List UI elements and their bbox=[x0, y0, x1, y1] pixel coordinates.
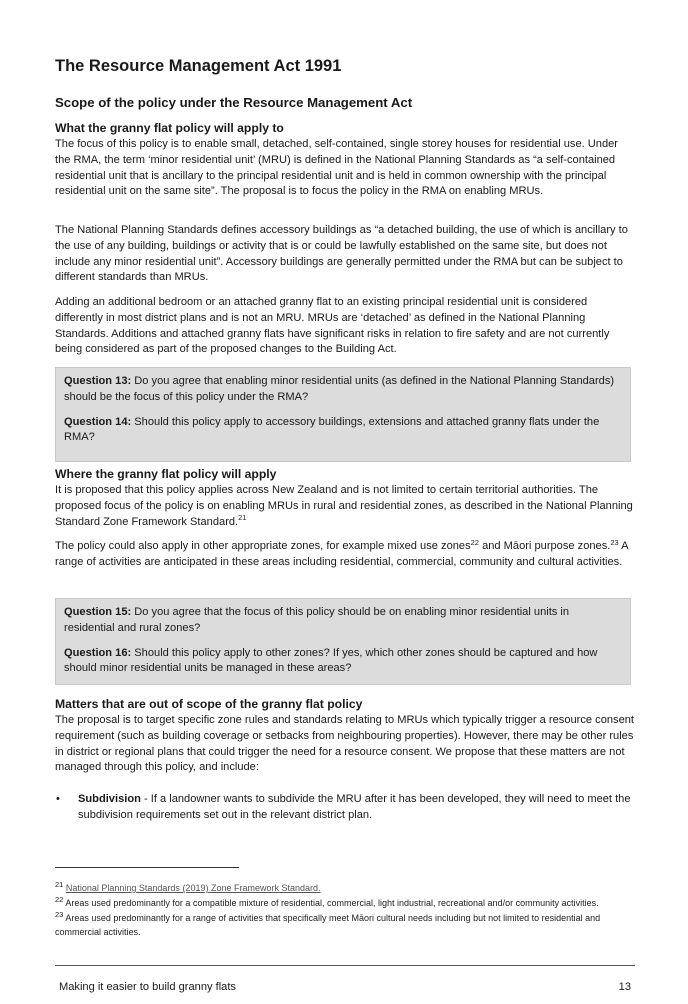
footer-page-number: 13 bbox=[618, 981, 631, 993]
paragraph-other-zones: The policy could also apply in other appropriate zones, for example mixed use zones$^{22}$ and Māori purpose zones.$^{23}$ A range of activities are anticipated in these areas including residential, commercial, community and cultural activities. bbox=[55, 537, 628, 568]
footer-document-title: Making it easier to build granny flats bbox=[59, 981, 236, 993]
bullet-subdivision: • Subdivision - If a landowner wants to subdivide the MRU after it has been developed, they will need to meet the subdivision requirements set out in the relevant district plan. bbox=[56, 793, 631, 821]
footnote-21: $^{21}$ National Planning Standards (2019) Zone Framework Standard. bbox=[55, 879, 321, 893]
footnotes bbox=[55, 879, 635, 939]
paragraph-out-of-scope: The proposal is to target specific zone rules and standards relating to MRUs which typically trigger a resource consent requirement (such as building coverage or setbacks from neighbouring properties). However, there may be other rules in district or regional plans that could trigger the need for a resource consent. We propose that these matters are not managed through this policy, and include: bbox=[55, 714, 635, 774]
footnote-separator bbox=[55, 867, 239, 868]
questions-box-13-14 bbox=[55, 367, 631, 462]
footnote-ref-21: 21 bbox=[238, 513, 247, 523]
paragraph-accessory-buildings: The National Planning Standards defines accessory buildings as “a detached building, the use of which is ancillary to the use of any building, buildings or activity that is or could be lawfully established on the same site, but does not include any minor residential unit”. Accessory buildings are generally permitted under the RMA but can be subject to different standards than MRUs. bbox=[55, 224, 628, 284]
footnote-22: $^{22}$ Areas used predominantly for a compatible mixture of residential, commercial, light industrial, recreational and/or community activities. bbox=[55, 894, 599, 909]
question-13: Question 13: Do you agree that enabling minor residential units (as defined in the National Planning Standards) should be the focus of this policy under the RMA? bbox=[64, 375, 615, 403]
subsection-heading-where: Where the granny flat policy will apply bbox=[55, 467, 277, 481]
footnote-21-link[interactable]: National Planning Standards (2019) Zone Framework Standard. bbox=[65, 883, 321, 893]
bullet-label: Subdivision bbox=[78, 793, 141, 805]
footnote-ref-23: 23 bbox=[610, 537, 619, 547]
paragraph-where-applies: It is proposed that this policy applies across New Zealand and is not limited to certain territorial authorities. The proposed focus of the policy is on enabling MRUs in rural and residential zones, as described in the National Planning Standard Zone Framework Standard.$^{21}$ bbox=[55, 484, 633, 528]
footnote-ref-22: 22 bbox=[470, 537, 479, 547]
paragraph-focus: The focus of this policy is to enable small, detached, self-contained, single storey houses for residential use. Under the RMA, the term ‘minor residential unit’ (MRU) is defined in the National Planning Standards as “a self-contained residential unit that is ancillary to the principal residential unit and is held in common ownership with the principal residential unit on the same site”. The proposal is to focus the policy in the RMA on enabling MRUs. bbox=[55, 138, 619, 198]
question-16: Question 16: Should this policy apply to other zones? If yes, which other zones should be captured and how should minor residential units be managed in these areas? bbox=[64, 646, 598, 675]
bullet-marker: • bbox=[56, 793, 60, 805]
section-heading: Scope of the policy under the Resource Management Act bbox=[55, 95, 413, 110]
question-14: Question 14: Should this policy apply to accessory buildings, extensions and attached granny flats under the RMA? bbox=[64, 415, 600, 444]
subsection-heading-out-of-scope: Matters that are out of scope of the granny flat policy bbox=[55, 697, 363, 711]
footer-separator bbox=[55, 965, 635, 966]
page-title: The Resource Management Act 1991 bbox=[55, 57, 342, 75]
subsection-heading-apply-to: What the granny flat policy will apply to bbox=[55, 121, 284, 135]
question-15: Question 15: Do you agree that the focus of this policy should be on enabling minor residential units in residential and rural zones? bbox=[64, 606, 570, 634]
paragraph-additions: Adding an additional bedroom or an attached granny flat to an existing principal residential unit is considered differently in most district plans and is not an MRU. MRUs are ‘detached’ as defined in the National Planning Standards. Additions and attached granny flats have significant risks in relation to fire safety and are not currently being considered as part of the proposed changes to the Building Act. bbox=[55, 296, 610, 356]
footnote-23: $^{23}$ Areas used predominantly for a range of activities that specifically meet Māori cultural needs including but not limited to residential and commercial activities. bbox=[55, 909, 601, 937]
questions-box-15-16 bbox=[55, 598, 631, 685]
